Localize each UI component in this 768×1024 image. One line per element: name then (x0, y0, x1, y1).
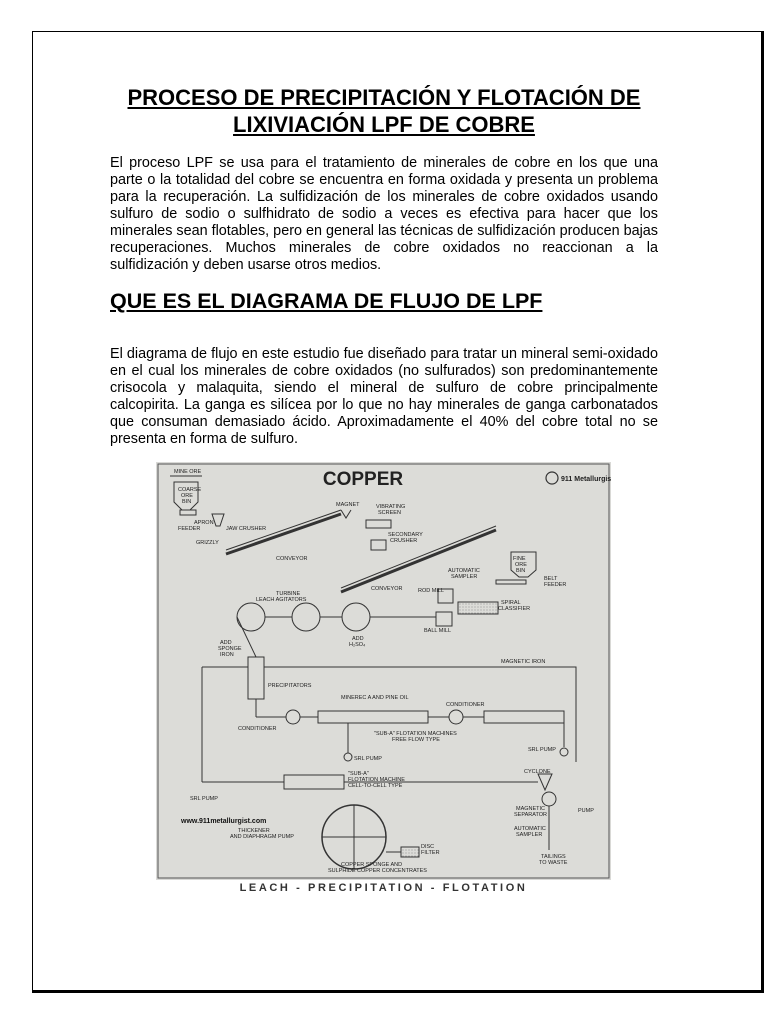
logo-text: 911 Metallurgist (561, 476, 611, 483)
flowsheet-diagram (156, 462, 611, 880)
label-add-sponge: ADD (220, 640, 232, 646)
label-grizzly: GRIZZLY (196, 540, 219, 546)
label-conditioner-1: CONDITIONER (238, 726, 277, 732)
label-coarse-bin-2: ORE (181, 493, 193, 499)
label-thickener: THICKENER (238, 828, 270, 834)
diagram-header: COPPER (322, 469, 404, 490)
label-separator: SEPARATOR (514, 812, 548, 818)
section-heading: QUE ES EL DIAGRAMA DE FLUJO DE LPF (110, 289, 543, 313)
label-secondary: SECONDARY (388, 532, 423, 538)
label-rod-mill: ROD MILL (418, 588, 444, 594)
label-sponge: SPONGE (218, 646, 242, 652)
label-diaphragm-pump: AND DIAPHRAGM PUMP (230, 834, 294, 840)
label-suba-machines: "SUB-A" FLOTATION MACHINES (374, 731, 457, 737)
label-sampler-2: SAMPLER (516, 832, 543, 838)
label-srl-pump-2: SRL PUMP (528, 747, 556, 753)
label-belt-feeder: FEEDER (544, 582, 567, 588)
label-sampler-1: SAMPLER (451, 574, 478, 580)
label-coarse-bin: COARSE (178, 487, 202, 493)
label-leach-agitators: LEACH AGITATORS (256, 597, 307, 603)
intro-paragraph: El proceso LPF se usa para el tratamiento de minerales de cobre en los que una parte o la totalidad del cobre se encuentra en forma oxidada y presenta un problema para la recuperación. La sulfidización de los minerales de cobre oxidados usando sulfuro de sodio o sulfhidrato de sodio a veces es efectiva para hacer que los minerales sean flotables, pero en general las técnicas de sulfidización producen bajas recuperaciones. Muchos minerales de cobre oxidados no reaccionan a la sulfidización y deben usarse otros medios. (110, 155, 658, 273)
label-precipitators: PRECIPITATORS (268, 683, 312, 689)
label-fine-bin-2: ORE (515, 562, 527, 568)
label-classifier: CLASSIFIER (498, 606, 531, 612)
disc-filter (401, 847, 419, 857)
label-conveyor-2: CONVEYOR (371, 586, 403, 592)
label-iron: IRON (220, 652, 234, 658)
label-suba-cell: "SUB-A" (348, 771, 369, 777)
label-magnetic-iron: MAGNETIC IRON (501, 659, 546, 665)
label-add-acid: ADD (352, 636, 364, 642)
diagram-website: www.911metallurgist.com (181, 818, 267, 825)
label-spiral: SPIRAL (501, 600, 521, 606)
label-disc: DISC (421, 844, 435, 850)
label-jaw-crusher: JAW CRUSHER (226, 526, 267, 532)
flowsheet-paragraph: El diagrama de flujo en este estudio fue diseñado para tratar un mineral semi-oxidado en el cual los minerales de cobre oxidados (no sulfurados) son predominantemente crisocola y malaquita, siendo el mineral de sulfuro de cobre principalmente calcopirita. La ganga es silícea por lo que no hay minerales de ganga carbonatados que consuman demasiado ácido. Aproximadamente el 40% del cobre total no se presenta en forma de sulfuro. (110, 346, 658, 447)
label-free-flow: FREE FLOW TYPE (392, 737, 440, 743)
document-title: PROCESO DE PRECIPITACIÓN Y FLOTACIÓN DE LIXIVIACIÓN LPF DE COBRE (127, 85, 641, 137)
diagram-caption: LEACH - PRECIPITATION - FLOTATION (239, 882, 528, 894)
label-flotation-machine: FLOTATION MACHINE (348, 777, 405, 783)
label-conveyor-1: CONVEYOR (276, 556, 308, 562)
spiral-classifier (458, 602, 498, 614)
label-srl-pump-3: SRL PUMP (190, 796, 218, 802)
label-magnet: MAGNET (336, 502, 360, 508)
label-minerec: MINEREC A AND PINE OIL (341, 695, 409, 701)
label-coarse-bin-3: BIN (182, 499, 192, 505)
label-crusher: CRUSHER (390, 538, 418, 544)
flowsheet-svg (156, 462, 611, 880)
label-ball-mill: BALL MILL (424, 628, 452, 634)
label-auto-sampler-1: AUTOMATIC (448, 568, 480, 574)
label-pump: PUMP (578, 808, 594, 814)
label-cell-to-cell: CELL-TO-CELL TYPE (348, 783, 403, 789)
label-acid: H₂SO₄ (349, 642, 366, 648)
label-to-waste: TO WASTE (539, 860, 568, 866)
label-auto-sampler-2: AUTOMATIC (514, 826, 546, 832)
label-apron: APRON (194, 520, 214, 526)
label-cyclone: CYCLONE (524, 769, 551, 775)
label-srl-pump-1: SRL PUMP (354, 756, 382, 762)
label-mine-ore: MINE ORE (174, 469, 202, 475)
label-fine-bin-3: BIN (516, 568, 526, 574)
label-apron-feeder: FEEDER (178, 526, 201, 532)
label-belt: BELT (544, 576, 558, 582)
label-fine-bin: FINE (513, 556, 526, 562)
label-turbine: TURBINE (276, 591, 301, 597)
label-screen: SCREEN (378, 510, 401, 516)
label-filter: FILTER (421, 850, 440, 856)
label-tailings: TAILINGS (541, 854, 566, 860)
label-magnetic: MAGNETIC (516, 806, 546, 812)
label-sulphide-concentrates: SULPHIDE COPPER CONCENTRATES (328, 868, 427, 874)
label-vibrating: VIBRATING (376, 504, 406, 510)
label-conditioner-2: CONDITIONER (446, 702, 485, 708)
label-copper-sponge: COPPER SPONGE AND (341, 862, 403, 868)
